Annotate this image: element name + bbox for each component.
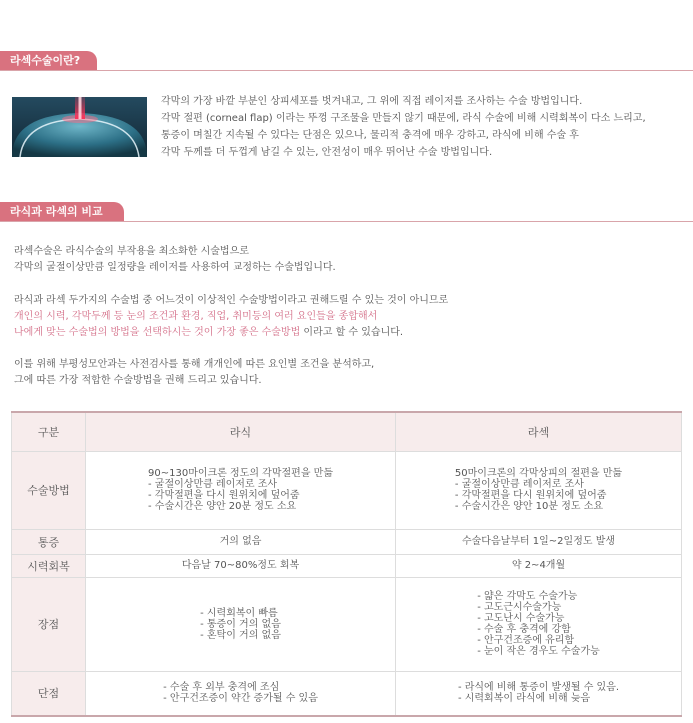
lasek-description: [161, 93, 681, 161]
row-label: 단점: [12, 671, 86, 716]
table-row-pain: [12, 529, 682, 554]
table-row-pros: [12, 577, 682, 671]
lasik-cons-list: [163, 682, 318, 704]
cell-line: - 고도근시수술가능: [477, 602, 562, 613]
cell-line: 90~130마이크론 정도의 각막절편을 만듦: [148, 468, 333, 479]
paragraph-line: 라식과 라섹 두가지의 수술법 중 어느것이 이상적인 수술방법이라고 권해드릴 수 있는 것이 아니므로: [14, 295, 449, 306]
cell-line: - 눈이 작은 경우도 수술가능: [477, 646, 600, 657]
compare-paragraph-1: [14, 244, 684, 276]
row-label: 통증: [12, 529, 86, 554]
lasek-cell: [396, 451, 682, 529]
compare-paragraph-3: [14, 357, 684, 389]
lasek-cell: [396, 577, 682, 671]
intro-line: 통증이 며칠간 지속될 수 있다는 단점은 있으나, 물리적 충격에 매우 강하고, 라식에 비해 수술 후: [161, 130, 579, 141]
lasik-cell: [86, 577, 396, 671]
cell-line: - 시력회복이 빠름: [200, 607, 278, 619]
section-divider: [0, 70, 693, 71]
row-label: 시력회복: [12, 554, 86, 577]
compare-paragraph-2: [14, 293, 684, 341]
cell-line: - 혼탁이 거의 없음: [200, 629, 281, 641]
paragraph-line: 그에 따른 가장 적합한 수술방법을 권해 드리고 있습니다.: [14, 375, 262, 386]
lasik-cell: 다음날 70~80%정도 회복: [86, 554, 396, 577]
paragraph-line: 라섹수술은 라식수술의 부작용을 최소화한 시술법으로: [14, 246, 249, 257]
lasik-cell: 거의 없음: [86, 529, 396, 554]
lasek-cell: 약 2~4개월: [396, 554, 682, 577]
cell-line: - 수술시간은 양안 20분 정도 소요: [148, 501, 297, 512]
cell-line: - 통증이 거의 없음: [200, 618, 281, 630]
table-row-method: [12, 451, 682, 529]
cell-line: - 수술시간은 양안 10분 정도 소요: [454, 501, 604, 512]
paragraph-line: 이를 위해 부평성모안과는 사전검사를 통해 개개인에 따른 요인별 조건을 분석하고,: [14, 359, 375, 370]
row-label: 수술방법: [12, 451, 86, 529]
cell-line: - 안구건조증에 유리함: [477, 635, 575, 646]
intro-line: 각막의 가장 바깥 부분인 상피세포를 벗겨내고, 그 위에 직접 레이저를 조사하는 수술 방법입니다.: [161, 96, 583, 107]
table-header-row: [12, 412, 682, 451]
lasik-cell: [86, 451, 396, 529]
cell-line: - 라식에 비해 통증이 발생될 수 있음.: [457, 682, 620, 694]
lasek-pros-list: [477, 591, 600, 657]
section-tab-label: 라섹수술이란?: [0, 51, 97, 71]
cell-line: - 굴절이상만큼 레이저로 조사: [454, 479, 584, 490]
header-category: 구분: [12, 412, 86, 451]
highlight-line: 개인의 시력, 각막두께 등 눈의 조건과 환경, 직업, 취미등의 여러 요인들을 종합해서: [14, 311, 378, 322]
highlight-text: 나에게 맞는 수술법의 방법을 선택하시는 것이 가장 좋은 수술방법: [14, 327, 301, 338]
lasek-method-list: [455, 468, 622, 512]
lasek-cell: 수술다음날부터 1일~2일정도 발생: [396, 529, 682, 554]
paragraph-line: [14, 325, 684, 341]
paragraph-text: 이라고 할 수 있습니다.: [300, 327, 404, 338]
paragraph-line: 각막의 굴절이상만큼 일정량을 레이저를 사용하여 교정하는 수술법입니다.: [14, 262, 336, 273]
comparison-table: [11, 411, 682, 717]
cell-line: - 시력회복이 라식에 비해 늦음: [457, 693, 591, 705]
section-heading-compare: [0, 202, 693, 222]
lasek-cons-list: [458, 682, 619, 704]
cell-line: - 얇은 각막도 수술가능: [477, 591, 578, 602]
table-row-recovery: [12, 554, 682, 577]
cell-line: - 각막절편을 다시 원위치에 덮어줌: [148, 490, 300, 501]
lasik-method-list: [148, 468, 333, 512]
header-lasik: 라식: [86, 412, 396, 451]
cell-line: - 수술 후 충격에 강함: [477, 624, 571, 635]
intro-line: 각막 두께를 더 두껍게 남길 수 있는, 안전성이 매우 뛰어난 수술 방법입니다.: [161, 147, 493, 158]
section-heading-lasek: [0, 51, 693, 71]
cell-line: - 고도난시 수술가능: [477, 613, 565, 624]
cell-line: - 각막절편을 다시 원위치에 덮어줌: [454, 490, 607, 501]
row-label: 장점: [12, 577, 86, 671]
cell-line: - 굴절이상만큼 레이저로 조사: [148, 479, 278, 490]
cell-line: 50마이크론의 각막상피의 절편을 만듦: [454, 468, 623, 479]
header-lasek: 라섹: [396, 412, 682, 451]
section-tab-label: 라식과 라섹의 비교: [0, 202, 124, 222]
table-row-cons: [12, 671, 682, 716]
lasik-pros-list: [200, 608, 281, 641]
cell-line: - 수술 후 외부 충격에 조심: [163, 682, 280, 694]
lasek-cell: [396, 671, 682, 716]
section-divider: [0, 221, 693, 222]
cell-line: - 안구건조증이 약간 증가될 수 있음: [163, 693, 318, 705]
eye-laser-illustration: [12, 97, 147, 157]
intro-line: 각막 절편 (corneal flap) 이라는 뚜껑 구조물을 만들지 않기 때문에, 라식 수술에 비해 시력회복이 다소 느리고,: [161, 113, 646, 124]
lasik-cell: [86, 671, 396, 716]
